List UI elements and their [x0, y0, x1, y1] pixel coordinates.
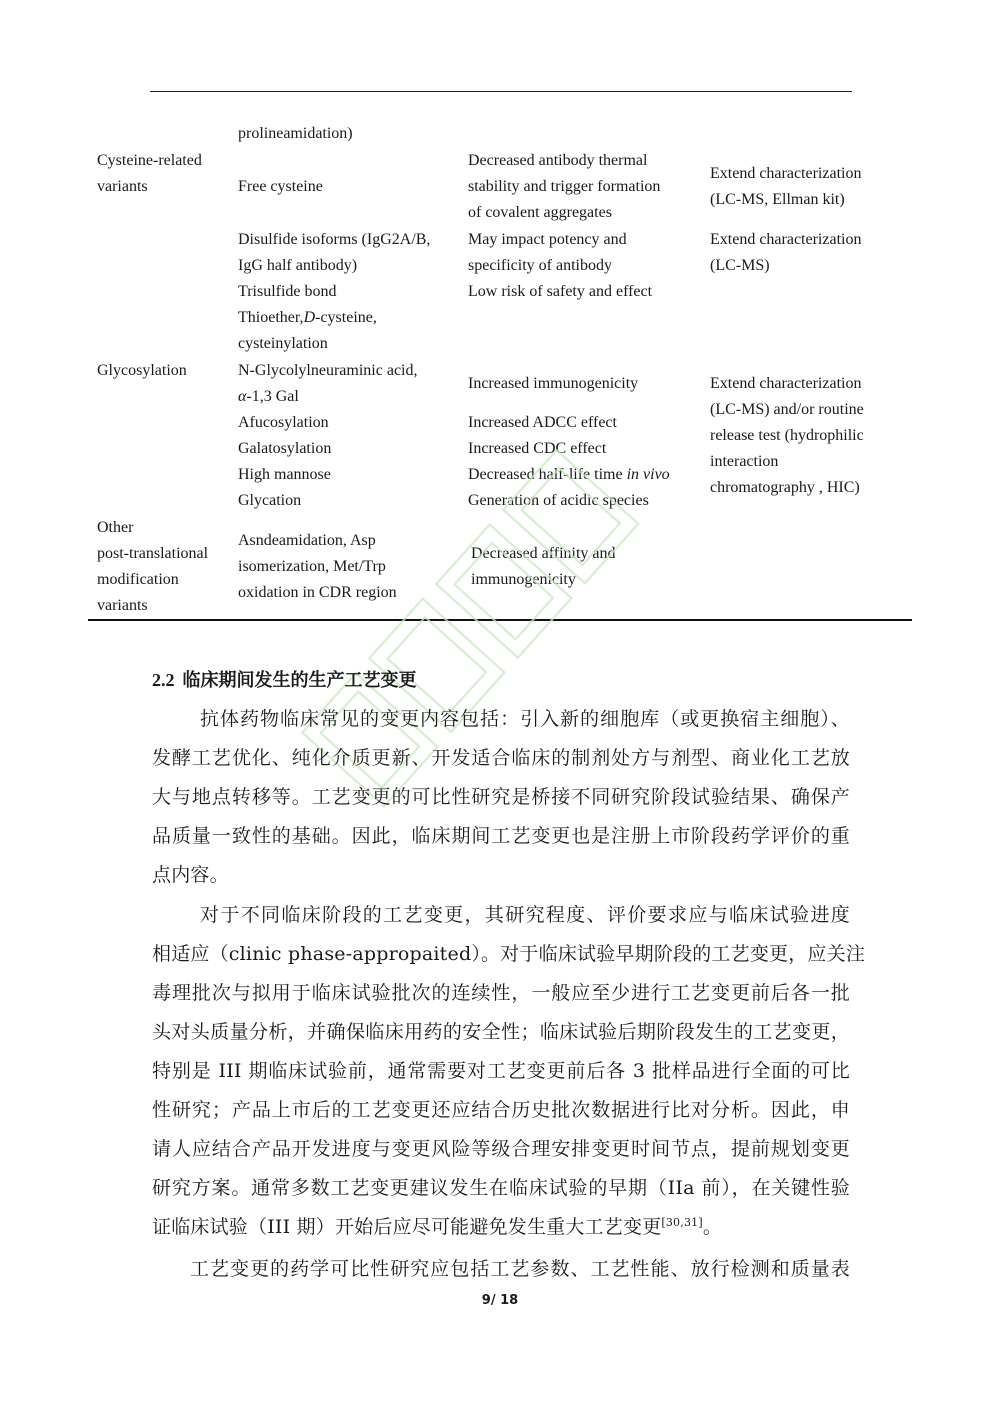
- section-heading: 2.2 临床期间发生的生产工艺变更: [152, 670, 417, 690]
- table-cell: Increased CDC effect: [468, 440, 607, 457]
- table-cell: Decreased half-life time in vivo: [468, 466, 670, 483]
- table-cell: Thioether,D-cysteine, cysteinylation: [238, 309, 377, 352]
- table-cell: Trisulfide bond: [238, 283, 337, 300]
- text-line: 发酵工艺优化、纯化介质更新、开发适合临床的制剂处方与剂型、商业化工艺放: [152, 747, 850, 769]
- table-bottom-rule: [88, 619, 912, 621]
- text-line: 请人应结合产品开发进度与变更风险等级合理安排变更时间节点，提前规划变更: [152, 1138, 850, 1160]
- citation: [30,31]: [661, 1216, 703, 1229]
- table-cell: Extend characterization (LC-MS) and/or routine release test (hydrophilic interaction chromatography , HIC): [710, 375, 864, 496]
- table-cell: Afucosylation: [238, 414, 329, 431]
- text-line: 点内容。: [152, 864, 229, 886]
- text-line: 抗体药物临床常见的变更内容包括：引入新的细胞库（或更换宿主细胞）、: [200, 708, 850, 730]
- text-line: 证临床试验（III 期）开始后应尽可能避免发生重大工艺变更[30,31]。: [152, 1216, 723, 1238]
- table-cell: Glycation: [238, 492, 302, 509]
- table-cell: Extend characterization (LC-MS, Ellman kit): [710, 165, 862, 208]
- text-line: 对于不同临床阶段的工艺变更，其研究程度、评价要求应与临床试验进度: [200, 904, 850, 926]
- page-number: 9/ 18: [481, 1293, 519, 1308]
- text-line: 特别是 III 期临床试验前，通常需要对工艺变更前后各 3 批样品进行全面的可比: [152, 1060, 850, 1082]
- text-line: 毒理批次与拟用于临床试验批次的连续性，一般应至少进行工艺变更前后各一批: [152, 982, 850, 1004]
- table-cell: Increased ADCC effect: [468, 414, 617, 431]
- table-cell: Disulfide isoforms (IgG2A/B, IgG half antibody): [238, 231, 431, 274]
- table-cell: Decreased antibody thermal stability and trigger formation of covalent aggregates: [468, 152, 661, 221]
- table-cell: Other post-translational modification variants: [97, 519, 209, 614]
- table-cell: Glycosylation: [97, 362, 187, 379]
- table-cell: Cysteine-related variants: [97, 152, 202, 195]
- table-cell: N-Glycolylneuraminic acid, α-1,3 Gal: [238, 362, 418, 405]
- table-cell: Asndeamidation, Asp isomerization, Met/Trp oxidation in CDR region: [238, 532, 397, 601]
- text-line: 头对头质量分析，并确保临床用药的安全性；临床试验后期阶段发生的工艺变更，: [152, 1021, 850, 1043]
- text-line: 相适应（clinic phase-appropaited）。对于临床试验早期阶段的工艺变更，应关注: [152, 943, 866, 965]
- table-cell: Decreased affinity and immunogenicity: [471, 545, 616, 588]
- text-line: 大与地点转移等。工艺变更的可比性研究是桥接不同研究阶段试验结果、确保产: [152, 786, 850, 808]
- table-cell: Free cysteine: [238, 178, 323, 195]
- text-line: 性研究；产品上市后的工艺变更还应结合历史批次数据进行比对分析。因此，申: [152, 1099, 850, 1121]
- text-line: 品质量一致性的基础。因此，临床期间工艺变更也是注册上市阶段药学评价的重: [152, 825, 850, 847]
- table-cell: Galatosylation: [238, 440, 332, 457]
- table-cell: May impact potency and specificity of antibody: [468, 231, 627, 274]
- header-rule: [150, 91, 852, 92]
- table-cell: Increased immunogenicity: [468, 375, 639, 392]
- text-line: 研究方案。通常多数工艺变更建议发生在临床试验的早期（IIa 前），在关键性验: [152, 1177, 850, 1199]
- table-cell: Generation of acidic species: [468, 492, 649, 509]
- text-line: 工艺变更的药学可比性研究应包括工艺参数、工艺性能、放行检测和质量表: [190, 1258, 850, 1280]
- table-cell: Extend characterization (LC-MS): [710, 231, 862, 274]
- table-cell: Low risk of safety and effect: [468, 283, 653, 300]
- table-cell: prolineamidation): [238, 125, 353, 142]
- table-cell: High mannose: [238, 466, 331, 483]
